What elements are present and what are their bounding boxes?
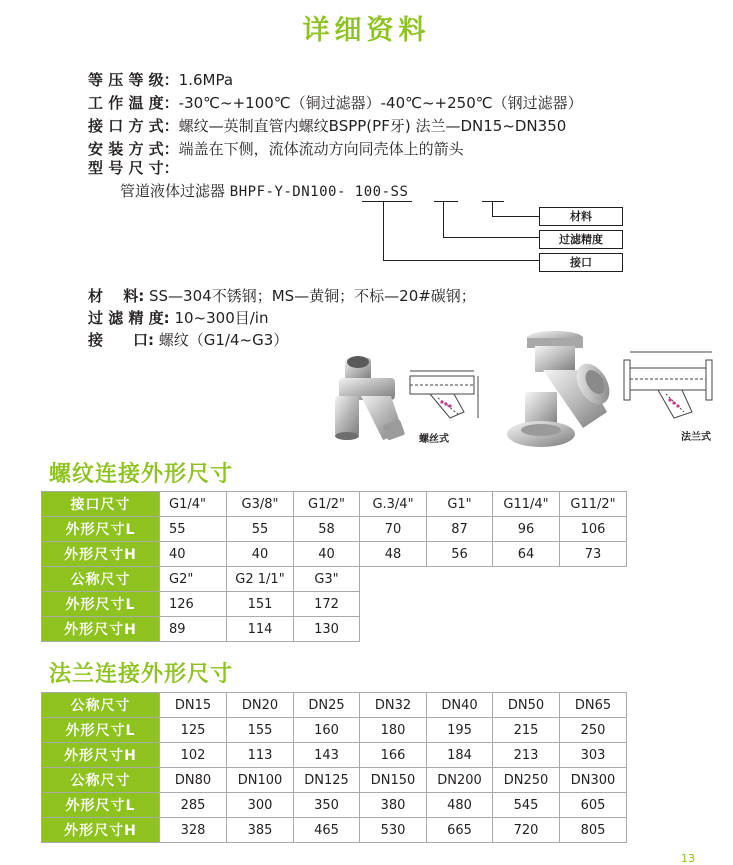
table-row [42, 517, 627, 542]
table-row [42, 542, 627, 567]
table-cell: 58 [294, 517, 360, 542]
detail-label: 过 滤 精 度: [88, 309, 170, 327]
detail-label: 材 料: [88, 287, 145, 305]
spec-label: 安 装 方 式： [88, 140, 179, 158]
table-cell: 102 [160, 743, 227, 768]
table-cell: 130 [294, 617, 360, 642]
table-cell: 385 [227, 818, 294, 843]
spec-value: 1.6MPa [178, 71, 234, 89]
table-cell: DN15 [160, 693, 227, 718]
table-cell: G11/2" [560, 492, 627, 517]
detail-connection [88, 330, 288, 350]
threaded-strainer-photo [331, 352, 407, 444]
row-header: 公称尺寸 [42, 768, 160, 793]
table-cell: 160 [294, 718, 360, 743]
spec-label: 型 号 尺 寸： [88, 159, 179, 177]
table-cell: DN250 [493, 768, 560, 793]
table-cell: G11/4" [493, 492, 560, 517]
table-cell: 143 [294, 743, 360, 768]
table-cell: 195 [427, 718, 493, 743]
model-prefix: 管道液体过滤器 [120, 182, 226, 200]
table-cell: DN300 [560, 768, 627, 793]
row-header: 外形尺寸H [42, 818, 160, 843]
table-cell: DN125 [294, 768, 360, 793]
table-row [42, 793, 627, 818]
table-cell: DN150 [360, 768, 427, 793]
detail-value: 10~300目/in [174, 309, 269, 327]
table-cell: 96 [493, 517, 560, 542]
spec-pressure [88, 70, 233, 90]
table-cell: 73 [560, 542, 627, 567]
table-cell: 151 [227, 592, 294, 617]
table-cell: 106 [560, 517, 627, 542]
table-cell: 465 [294, 818, 360, 843]
row-header: 公称尺寸 [42, 693, 160, 718]
table-cell: 172 [294, 592, 360, 617]
spec-value: 螺纹—英制直管内螺纹BSPP(PF牙) 法兰—DN15~DN350 [178, 117, 567, 135]
flanged-section-heading: 法兰连接外形尺寸 [49, 662, 234, 687]
row-header: 外形尺寸H [42, 542, 160, 567]
table-cell: 328 [160, 818, 227, 843]
table-cell: G2" [160, 567, 227, 592]
spec-label: 接 口 方 式： [88, 117, 179, 135]
table-cell: 48 [360, 542, 427, 567]
table-cell: 720 [493, 818, 560, 843]
table-row [42, 718, 627, 743]
table-cell: 40 [227, 542, 294, 567]
detail-label: 接 口: [88, 331, 154, 349]
threaded-dimensions-table [41, 491, 627, 642]
detail-material [88, 286, 476, 306]
table-cell: G2 1/1" [227, 567, 294, 592]
table-cell: 250 [560, 718, 627, 743]
table-cell: DN32 [360, 693, 427, 718]
spec-label: 工 作 温 度： [88, 94, 179, 112]
table-row [42, 743, 627, 768]
table-cell: 215 [493, 718, 560, 743]
spec-value: 端盖在下侧，流体流动方向同壳体上的箭头 [178, 140, 464, 158]
table-cell: 55 [160, 517, 227, 542]
flanged-strainer-drawing [620, 350, 718, 426]
table-cell: 184 [427, 743, 493, 768]
table-cell: 87 [427, 517, 493, 542]
table-cell: 125 [160, 718, 227, 743]
table-cell: G3/8" [227, 492, 294, 517]
table-cell: 300 [227, 793, 294, 818]
row-header: 外形尺寸L [42, 718, 160, 743]
table-cell: 56 [427, 542, 493, 567]
table-row [42, 492, 627, 517]
detail-value: SS—304不锈钢；MS—黄铜；不标—20#碳钢； [149, 287, 476, 305]
table-cell: 530 [360, 818, 427, 843]
table-cell: 113 [227, 743, 294, 768]
row-header: 公称尺寸 [42, 567, 160, 592]
table-cell: 40 [294, 542, 360, 567]
spec-connection [88, 116, 566, 136]
table-cell: G1/4" [160, 492, 227, 517]
table-row [42, 693, 627, 718]
row-header: 接口尺寸 [42, 492, 160, 517]
table-cell: DN25 [294, 693, 360, 718]
table-cell: DN20 [227, 693, 294, 718]
table-cell: G1/2" [294, 492, 360, 517]
table-cell: G3" [294, 567, 360, 592]
model-code: BHPF-Y-DN100- 100-SS [229, 184, 409, 200]
threaded-section-heading: 螺纹连接外形尺寸 [49, 462, 234, 487]
table-cell: 89 [160, 617, 227, 642]
page-title: 详细资料 [302, 15, 431, 46]
table-cell: DN80 [160, 768, 227, 793]
detail-precision [88, 308, 268, 328]
table-cell: 126 [160, 592, 227, 617]
row-header: 外形尺寸L [42, 592, 160, 617]
flanged-strainer-photo [503, 330, 615, 448]
row-header: 外形尺寸L [42, 517, 160, 542]
page-number: 13 [681, 852, 695, 865]
flanged-caption: 法兰式 [681, 432, 711, 443]
spec-value: -30℃~+100℃（铜过滤器）-40℃~+250℃（钢过滤器） [178, 94, 583, 112]
table-cell: 285 [160, 793, 227, 818]
table-cell: 545 [493, 793, 560, 818]
callout-connection: 接口 [539, 253, 623, 272]
table-cell: 70 [360, 517, 427, 542]
table-cell: 55 [227, 517, 294, 542]
table-cell: 166 [360, 743, 427, 768]
row-header: 外形尺寸L [42, 793, 160, 818]
row-header: 外形尺寸H [42, 743, 160, 768]
table-cell: G1" [427, 492, 493, 517]
table-cell: 665 [427, 818, 493, 843]
table-cell: DN65 [560, 693, 627, 718]
table-cell: 213 [493, 743, 560, 768]
row-header: 外形尺寸H [42, 617, 160, 642]
model-code-line [120, 180, 408, 201]
callout-material: 材料 [539, 207, 623, 226]
table-cell: 380 [360, 793, 427, 818]
table-cell: 805 [560, 818, 627, 843]
table-cell: 114 [227, 617, 294, 642]
table-row [42, 617, 627, 642]
table-cell: DN200 [427, 768, 493, 793]
table-cell: 180 [360, 718, 427, 743]
table-cell: DN40 [427, 693, 493, 718]
table-cell: DN50 [493, 693, 560, 718]
table-row [42, 768, 627, 793]
callout-filter-precision: 过滤精度 [539, 230, 623, 249]
table-cell: G.3/4" [360, 492, 427, 517]
table-cell: 64 [493, 542, 560, 567]
spec-temperature [88, 93, 583, 113]
table-cell: 350 [294, 793, 360, 818]
table-cell: 303 [560, 743, 627, 768]
detail-value: 螺纹（G1/4~G3） [158, 331, 289, 349]
table-cell: 480 [427, 793, 493, 818]
table-cell: 155 [227, 718, 294, 743]
table-cell: 40 [160, 542, 227, 567]
spec-label: 等 压 等 级： [88, 71, 179, 89]
table-cell: DN100 [227, 768, 294, 793]
table-cell: 605 [560, 793, 627, 818]
table-row [42, 567, 627, 592]
spec-installation [88, 139, 464, 159]
table-row [42, 818, 627, 843]
flanged-dimensions-table [41, 692, 627, 843]
spec-model-size [88, 158, 179, 178]
table-row [42, 592, 627, 617]
threaded-strainer-drawing [408, 368, 482, 424]
threaded-caption: 螺丝式 [419, 434, 449, 445]
